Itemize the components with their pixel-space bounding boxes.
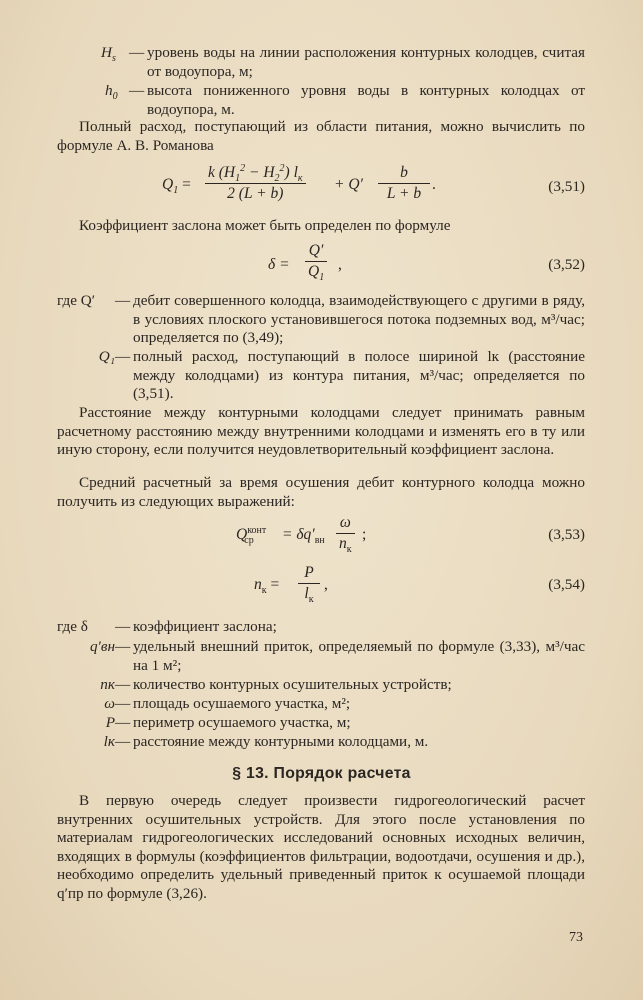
definition-text: удельный внешний приток, определяемый по формуле (3,33), м³/час на 1 м²; [133, 638, 585, 674]
formula-3-52: δ = $\frac{Q'}{Q_1}$ , (3,52) [268, 242, 585, 284]
paragraph: Коэффициент заслона может быть определен по формуле [79, 217, 451, 234]
symbol-delta: где δ [57, 618, 88, 635]
formula-lhs: $Q^{конт}_{ср}$ [236, 524, 267, 547]
symbol-lk: lк [103, 733, 115, 750]
fraction-b: $\frac{b}{L + b}$ [378, 164, 430, 203]
symbol-omega: ω [104, 695, 115, 712]
symbol-hs: $H_s$ [101, 44, 116, 65]
definition-text: периметр осушаемого участка, м; [133, 714, 351, 731]
definition-text: уровень воды на линии расположения контурных колодцев, считая от водоупора, м; [147, 44, 585, 80]
symbol-q-vn: q′вн [89, 638, 115, 655]
equation-number: (3,54) [548, 576, 585, 593]
formula-3-54: $n_к$ = $\frac{P}{l_к}$ , (3,54) [254, 564, 585, 606]
formula-lhs: $n_к$ = [254, 576, 280, 597]
page-number: 73 [569, 930, 583, 945]
fraction-omega: $\frac{\omega}{n_к}$ [336, 514, 355, 553]
definition-text: высота пониженного уровня воды в контурных колодцах от водоупора, м. [147, 82, 585, 118]
paragraph: Полный расход, поступающий из области питания, можно вычислить по формуле А. В. Романова [57, 118, 585, 154]
definition-text: площадь осушаемого участка, м²; [133, 695, 351, 712]
equation-number: (3,53) [548, 526, 585, 543]
fraction-p: $\frac{P}{l_к}$ [298, 564, 320, 603]
formula-3-51: $Q_1$ = $\frac{k (H_1^2 - H_2^2) l_к}{2 (L + b)}$ + Q′ $\frac{b}{L + b}$ . (3,51) [162, 162, 585, 202]
symbol-p: P [105, 714, 115, 731]
section-heading: § 13. Порядок расчета [232, 765, 411, 782]
equation-number: (3,51) [548, 178, 585, 195]
equation-number: (3,52) [548, 256, 585, 273]
definition-text: полный расход, поступающий в полосе шириной lк (расстояние между колодцами) из контура питания, м³/час; определяется по (3,51). [133, 348, 585, 403]
book-page: $H_s$ — уровень воды на линии расположения контурных колодцев, считая от водоупора, м; $h_0$ — высота пониженного уровня воды в контурных колодцах от водоупора, м. Полный расход, поступающий из области питания, можно вычислить по формуле А. В. Романова $Q_1$ = $\frac{k (H_1^2 - H_2^2) l_к}{2 (L + b)}$ + Q′ $\frac{b}{L + b}$ . (3,51) Коэффициент заслона может быть определен по формуле δ = $\frac{Q'}{Q_1}$ , (3,52) где Q′ — дебит совершенного колодца, взаимодействующего с другими в ряду, в условиях плоского установившегося потока подземных вод, м³/час; определяется по (3,49); Q₁ — полный расход, поступающий в полосе шириной lк (расстояние между колодцами) из контура питания, м³/час; определяется по (3,51). Расстояние между контурными колодцами следует принимать равным расчетному расстоянию между внутренними колодцами и изменять его в ту или иную сторону, если получится неудовлетворительный коэффициент заслона. Средний расчетный за время осушения дебит контурного колодца можно получить из следующих выражений: $Q^{конт}_{ср}$ = $\delta q'_{вн}$ $\frac{\omega}{n_к}$ ; (3,53) $n_к$ = $\frac{P}{l_к}$ , (3,54) где δ — коэффициент заслона; q′вн — удельный внешний приток, определяемый по формуле (3,33), м³/час на 1 м²; nк — количество контурных осушительных устройств; ω — площадь осушаемого участка, м²; P — периметр осушаемого участка, м; lк — расстояние между контурными колодцами, м. § 13. Порядок расчета В первую очередь следует произвести гидрогеологический расчет внутренних осушительных устройств. Для этого после установления по материалам гидрогеологических исследований основных исходных величин, входящих в формулы (коэффициентов фильтрации, водоотдачи, осушения и др.), необходимо определить удельный приведенный приток к осушаемой площади q′пр по формуле (3,26). 73 [0, 0, 643, 1000]
definition-text: количество контурных осушительных устройств; [133, 676, 452, 693]
symbol-q1: Q₁ [98, 348, 115, 365]
paragraph: Средний расчетный за время осушения дебит контурного колодца можно получить из следующих выражений: [57, 474, 585, 510]
formula-lhs: $Q_1$ = [162, 176, 191, 197]
symbol-q-prime: где Q′ [57, 292, 96, 309]
fraction-delta: $\frac{Q'}{Q_1}$ [305, 242, 327, 281]
symbol-nk: nк [100, 676, 115, 693]
definition-text: дебит совершенного колодца, взаимодействующего с другими в ряду, в условиях плоского установившегося потока подземных вод, м³/час; определяется по (3,49); [133, 292, 585, 347]
symbol-h0: $h_0$ [105, 82, 118, 103]
formula-3-53: $Q^{конт}_{ср}$ = $\delta q'_{вн}$ $\frac{\omega}{n_к}$ ; (3,53) [236, 514, 585, 556]
paragraph: В первую очередь следует произвести гидрогеологический расчет внутренних осушительных устройств. Для этого после установления по материалам гидрогеологических исследований основных исходных величин, входящих в формулы (коэффициентов фильтрации, водоотдачи, осушения и др.), необходимо определить удельный приведенный приток к осушаемой площади q′пр по формуле (3,26). [57, 792, 585, 902]
definition-text: коэффициент заслона; [133, 618, 277, 635]
definition-text: расстояние между контурными колодцами, м. [133, 733, 429, 750]
fraction-main: $\frac{k (H_1^2 - H_2^2) l_к}{2 (L + b)}$ [205, 164, 306, 203]
paragraph: Расстояние между контурными колодцами следует принимать равным расчетному расстоянию между внутренними колодцами и изменять его в ту или иную сторону, если получится неудовлетворительный коэффициент заслона. [57, 404, 585, 459]
